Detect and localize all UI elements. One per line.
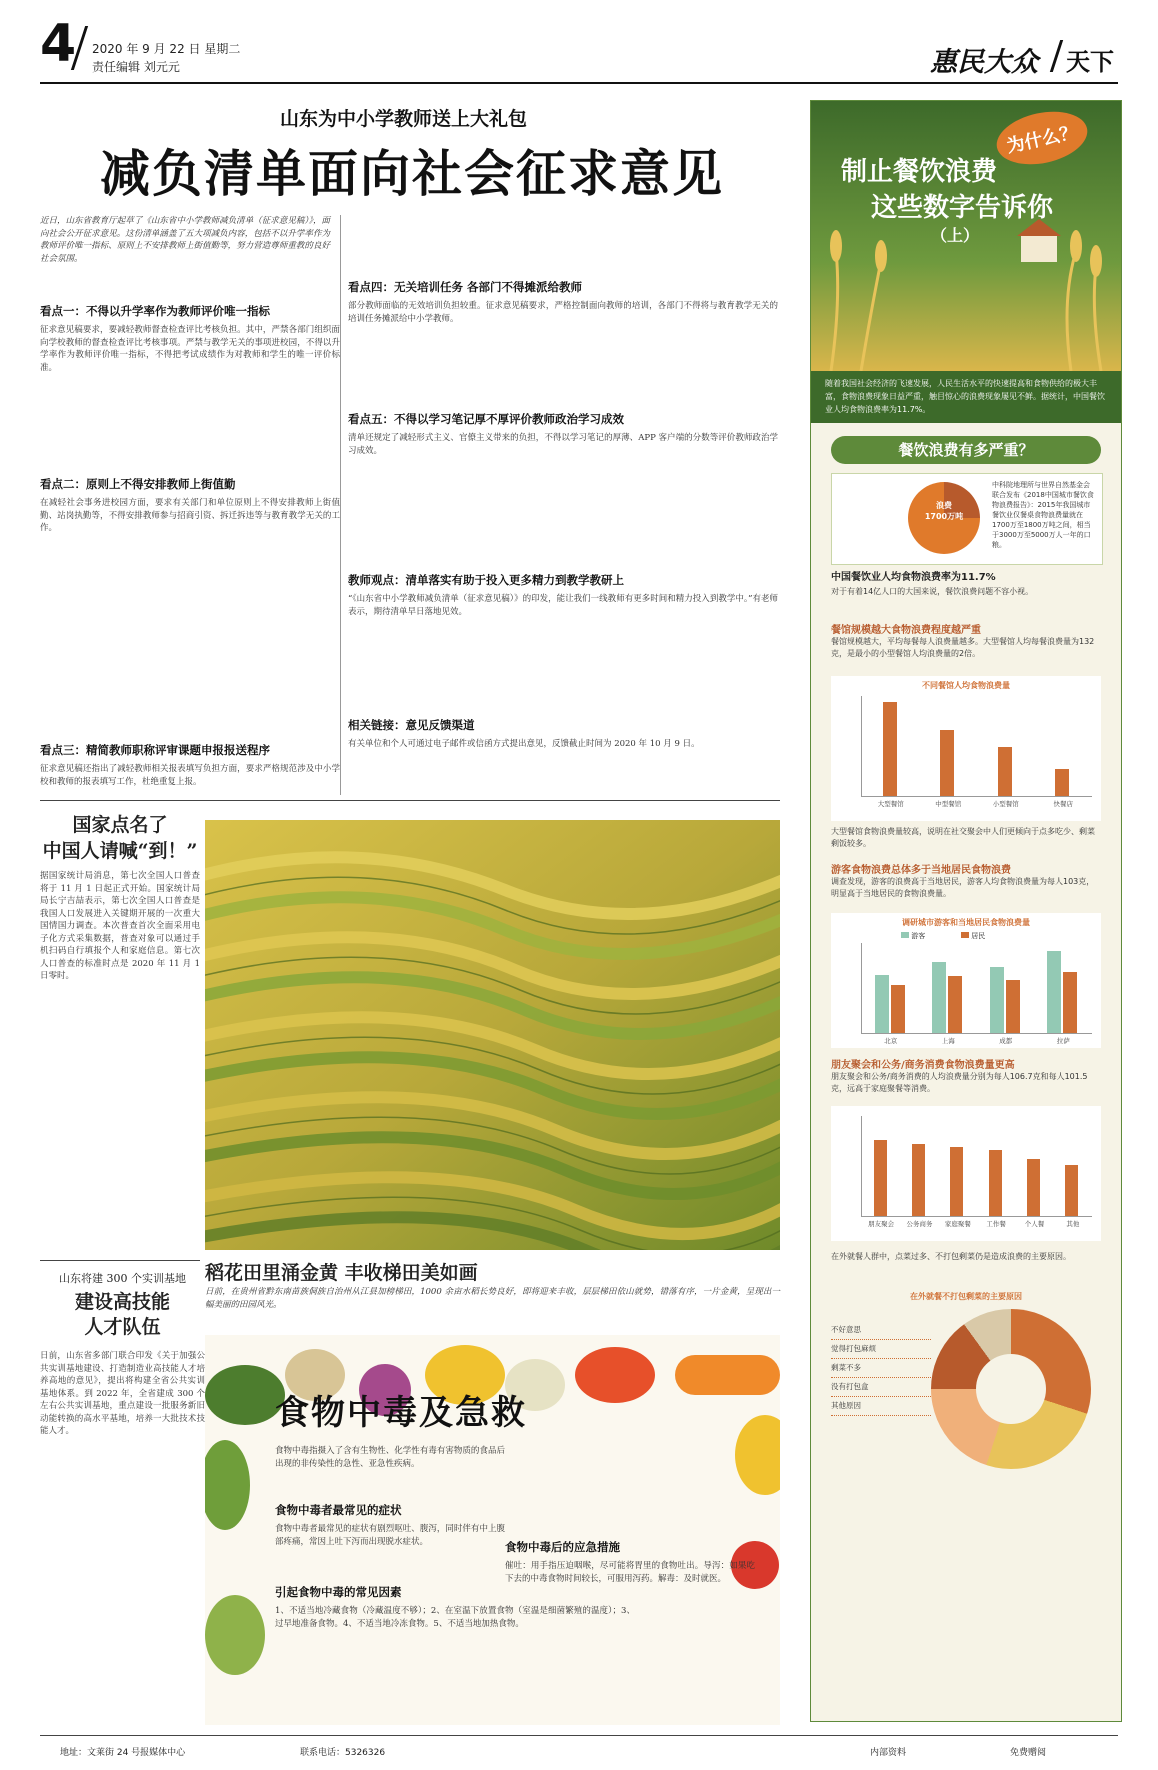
donut-label: 其他原因: [831, 1397, 931, 1416]
pie-center: 浪费 1700万吨: [924, 501, 964, 521]
footer-print: 内部资料: [870, 1748, 907, 1758]
point-2-title: 看点二：原则上不得安排教师上街值勤: [40, 477, 236, 491]
chart-bar: [950, 1147, 963, 1216]
chart-2: [831, 913, 1101, 1048]
issue-date: 2020 年 9 月 22 日 星期二: [92, 42, 241, 56]
chart-bar: [932, 962, 946, 1033]
heading-b: 游客食物浪费总体多于当地居民食物浪费: [831, 865, 1011, 876]
chart-tick-label: 其他: [1066, 1220, 1080, 1228]
masthead-rule: [40, 82, 1118, 84]
intro-banner: [811, 371, 1121, 423]
stat-line: 中国餐饮业人均食物浪费率为11.7%: [831, 572, 996, 583]
footer-rule: [40, 1735, 1118, 1736]
legend-tourist: [901, 931, 925, 941]
legend-resident-label: 居民: [971, 932, 986, 940]
chart-bar: [1047, 951, 1061, 1033]
terrace-illustration: [205, 820, 780, 1250]
census-title: 国家点名了 中国人请喊“到！”: [42, 814, 198, 862]
donut-label: 剩菜不多: [831, 1359, 931, 1378]
badge-text: 为什么？: [1004, 121, 1080, 158]
point-7-title: 相关链接：意见反馈渠道: [348, 718, 475, 732]
chart-1-plot: [861, 696, 1092, 808]
photo-caption: 日前，在贵州省黔东南苗族侗族自治州从江县加榜梯田，1000 余亩水稻长势良好，即将迎来丰收，层层梯田依山就势，错落有序，一片金黄，呈现出一幅美丽的田园风光。: [205, 1287, 780, 1310]
chart-bar: [912, 1144, 925, 1216]
pie-block: [831, 473, 1103, 565]
chart-tick-label: 个人餐: [1024, 1220, 1045, 1228]
section-name: 天下: [1066, 47, 1114, 76]
page-number: 4: [40, 14, 77, 74]
text-a2: 大型餐馆食物浪费量较高，说明在社交聚会中人们更倾向于点多吃少、剩菜剩饭较多。: [831, 827, 1095, 848]
chart-tick-label: 上海: [941, 1037, 955, 1045]
chart-2-title: 调研城市游客和当地居民食物浪费量: [902, 918, 1030, 927]
chart-tick-label: 北京: [884, 1037, 898, 1045]
infographic: [810, 100, 1122, 1722]
chart-bar: [891, 985, 905, 1033]
chart-tick-label: 小型餐馆: [992, 800, 1019, 808]
text-a: 餐馆规模越大，平均每餐每人浪费量越多。大型餐馆人均每餐浪费量为132克，是最小的小型餐馆人均浪费量的2倍。: [831, 637, 1095, 658]
infographic-header: [811, 101, 1121, 371]
point-4-title: 看点四：无关培训任务 各部门不得摊派给教师: [348, 280, 583, 294]
chart-bar: [1063, 972, 1077, 1033]
donut-label: 没有打包盒: [831, 1378, 931, 1397]
donut-label: 不好意思: [831, 1321, 931, 1340]
chart-tick-label: 公务商务: [906, 1220, 933, 1228]
pie-note: 中科院地理所与世界自然基金会联合发布《2018中国城市餐饮食物浪费报告》：2015年我国城市餐饮业仅餐桌食物浪费量就在1700万至1800万吨之间，相当于3000万至5000万人一年的口粮。: [992, 481, 1094, 549]
legend-resident: [961, 931, 985, 941]
point-1-text: 征求意见稿要求，要减轻教师督查检查评比考核负担。其中，严禁各部门组织面向学校教师的督查检查评比考核事项。严禁与教学无关的事项进校园，不得以升学率作为教师评价唯一指标，不得把考试成绩作为对教师和学生的唯一评价标准。: [40, 325, 340, 373]
rice-terrace-photo: [205, 820, 780, 1250]
photo-title: 稻花田里涌金黄 丰收梯田美如画: [205, 1262, 478, 1284]
point-5-title: 看点五：不得以学习笔记厚不厚评价教师政治学习成效: [348, 412, 624, 426]
point-4-text: 部分教师面临的无效培训负担较重。征求意见稿要求，严格控制面向教师的培训，各部门不得将与教育教学无关的培训任务摊派给中小学教师。: [348, 301, 778, 324]
training-title: 建设高技能 人才队伍: [74, 1291, 170, 1338]
food-h3: 食物中毒后的应急措施: [505, 1540, 620, 1554]
chart-tick-label: 工作餐: [986, 1220, 1006, 1228]
column-rule: [340, 215, 341, 795]
chart-bar: [1027, 1159, 1040, 1216]
point-1-title: 看点一：不得以升学率作为教师评价唯一指标: [40, 304, 270, 318]
chart-bar: [998, 747, 1012, 796]
chart-3: [831, 1106, 1101, 1241]
point-6-text: “《山东省中小学教师减负清单（征求意见稿）》的印发，能让我们一线教师有更多时间和精力投入到教学中。”有老师表示，期待清单早日落地见效。: [348, 594, 778, 617]
text-b: 调查发现，游客的浪费高于当地居民，游客人均食物浪费量为每人103克，明显高于当地居民的食物浪费量。: [831, 877, 1095, 898]
masthead: [0, 0, 1158, 88]
infographic-title-2: 这些数字告诉你: [871, 193, 1054, 223]
chart-bar: [1055, 769, 1069, 796]
food-t2: 1、不适当地冷藏食物（冷藏温度不够）；2、在室温下放置食物（室温是细菌繁殖的温度）；3、过早地准备食物。4、不适当地冷冻食物。5、不适当地加热食物。: [275, 1606, 635, 1629]
footer-free: 免费赠阅: [1010, 1748, 1047, 1758]
lead-headline: 减负清单面向社会征求意见: [100, 144, 724, 203]
chart-tick-label: 中型餐馆: [935, 800, 962, 808]
chart-3-plot: [861, 1116, 1092, 1228]
training-kicker: 山东将建 300 个实训基地: [59, 1272, 186, 1285]
donut-labels: [831, 1321, 931, 1416]
footer-phone: 联系电话：5326326: [300, 1748, 386, 1758]
donut-chart: [931, 1309, 1091, 1469]
chart-tick-label: 朋友聚会: [868, 1220, 895, 1228]
donut-label: 觉得打包麻烦: [831, 1340, 931, 1359]
census-text: 据国家统计局消息，第七次全国人口普查将于 11 月 1 日起正式开始。国家统计局局长宁吉喆表示，第七次全国人口普查是我国人口发展进入关键期开展的一次重大国情国力调查。本次普查首次全面采用电子化方式采集数据，普查对象可以通过手机扫码自行填报个人和家庭信息。第七次人口普查的标准时点是 2020 年 11 月 1 日零时。: [40, 871, 200, 981]
food-h2: 引起食物中毒的常见因素: [275, 1585, 402, 1599]
chart-2-plot: [861, 943, 1092, 1045]
chart-bar: [1006, 980, 1020, 1033]
paper-name: 惠民大众: [930, 47, 1038, 78]
chart-tick-label: 快餐店: [1053, 800, 1073, 808]
donut-hole: [976, 1354, 1046, 1424]
food-h1: 食物中毒者最常见的症状: [275, 1503, 402, 1517]
question-text: 餐饮浪费有多严重？: [898, 441, 1034, 459]
text-c: 朋友聚会和公务/商务消费的人均浪费量分别为每人106.7克和每人101.5克，远高于家庭聚餐等消费。: [831, 1072, 1088, 1093]
section-slash: [1050, 40, 1063, 72]
point-3-title: 看点三：精简教师职称评审课题申报报送程序: [40, 743, 270, 757]
point-2-text: 在减轻社会事务进校园方面，要求有关部门和单位原则上不得安排教师上街值勤、站岗执勤等，不得安排教师参与招商引资、拆迁拆违等与教育教学无关的工作。: [40, 498, 340, 533]
editor: 责任编辑 刘元元: [92, 60, 180, 74]
point-6-title: 教师观点：清单落实有助于投入更多精力到教学教研上: [348, 573, 624, 587]
chart-bar: [875, 975, 889, 1033]
heading-c: 朋友聚会和公务/商务消费食物浪费量更高: [831, 1060, 1015, 1071]
text-c2: 在外就餐人群中，点菜过多、不打包剩菜仍是造成浪费的主要原因。: [831, 1252, 1071, 1261]
chart-tick-label: 大型餐馆: [877, 800, 904, 808]
food-intro: 食物中毒指摄入了含有生物性、化学性有毒有害物质的食品后出现的非传染性的急性、亚急性疾病。: [275, 1446, 505, 1469]
chart-tick-label: 拉萨: [1056, 1037, 1070, 1045]
lead-kicker: 山东为中小学教师送上大礼包: [280, 108, 528, 130]
heading-a: 餐馆规模越大食物浪费程度越严重: [831, 625, 981, 636]
chart-1-title: 不同餐馆人均食物浪费量: [922, 681, 1010, 690]
food-banner: [205, 1335, 780, 1725]
training-text: 日前，山东省多部门联合印发《关于加强公共实训基地建设、打造制造业高技能人才培养高地的意见》，提出将构建全省公共实训基地体系。到 2022 年，全省建成 300 个左右公共实训基地，重点建设一批服务新旧动能转换的高水平基地，培养一大批技术技能人才。: [40, 1351, 205, 1436]
chart-bar: [989, 1150, 1002, 1216]
lead-bottom-rule: [40, 800, 780, 801]
chart-bar: [1065, 1165, 1078, 1216]
chart-bar: [990, 967, 1004, 1033]
chart-1: [831, 676, 1101, 821]
food-t3: 催吐：用手指压迫咽喉，尽可能将胃里的食物吐出。导泻：如果吃下去的中毒食物时间较长，可服用泻药。解毒：及时就医。: [505, 1561, 755, 1584]
footer-address: 地址：文莱街 24 号报媒体中心: [60, 1748, 186, 1758]
intro-banner-text: 随着我国社会经济的飞速发展，人民生活水平的快速提高和食物供给的极大丰富，食物浪费现象日益严重，触目惊心的浪费现象屡见不鲜。据统计，中国餐饮业人均食物浪费率为11.7%。: [825, 379, 1105, 414]
chart-tick-label: 家庭聚餐: [944, 1220, 971, 1228]
point-7-text: 有关单位和个人可通过电子邮件或信函方式提出意见，反馈截止时间为 2020 年 10 月 9 日。: [348, 739, 700, 749]
infographic-title-1: 制止餐饮浪费: [841, 157, 998, 187]
point-3-text: 征求意见稿还指出了减轻教师相关报表填写负担方面，要求严格规范涉及中小学校和教师的报表填写工作，杜绝重复上报。: [40, 764, 340, 787]
legend-tourist-label: 游客: [911, 932, 926, 940]
chart-tick-label: 成都: [999, 1037, 1013, 1045]
chart-bar: [883, 702, 897, 796]
food-t1: 食物中毒者最常见的症状有剧烈呕吐、腹泻，同时伴有中上腹部疼痛，常因上吐下泻而出现脱水症状。: [275, 1524, 505, 1547]
donut-title: 在外就餐不打包剩菜的主要原因: [910, 1292, 1022, 1301]
point-5-text: 清单还规定了减轻形式主义、官僚主义带来的负担，不得以学习笔记的厚薄、APP 客户端的分数等评价教师政治学习成效。: [348, 433, 778, 456]
chart-bar: [948, 976, 962, 1033]
chart-bar: [874, 1140, 887, 1216]
question-pill: [831, 436, 1101, 464]
mid-rule: [40, 1260, 200, 1261]
lead-intro: 近日，山东省教育厅起草了《山东省中小学教师减负清单（征求意见稿）》，面向社会公开征求意见。这份清单涵盖了五大项减负内容，包括不以升学率作为教师评价唯一指标、原则上不安排教师上街值勤等，努力营造尊师重教的良好社会氛围。: [40, 216, 330, 264]
infographic-part: （上）: [931, 226, 980, 245]
food-title: 食物中毒及急救: [275, 1393, 527, 1433]
chart-bar: [940, 730, 954, 796]
stat-text: 对于有着14亿人口的大国来说，餐饮浪费问题不容小视。: [831, 587, 1034, 596]
